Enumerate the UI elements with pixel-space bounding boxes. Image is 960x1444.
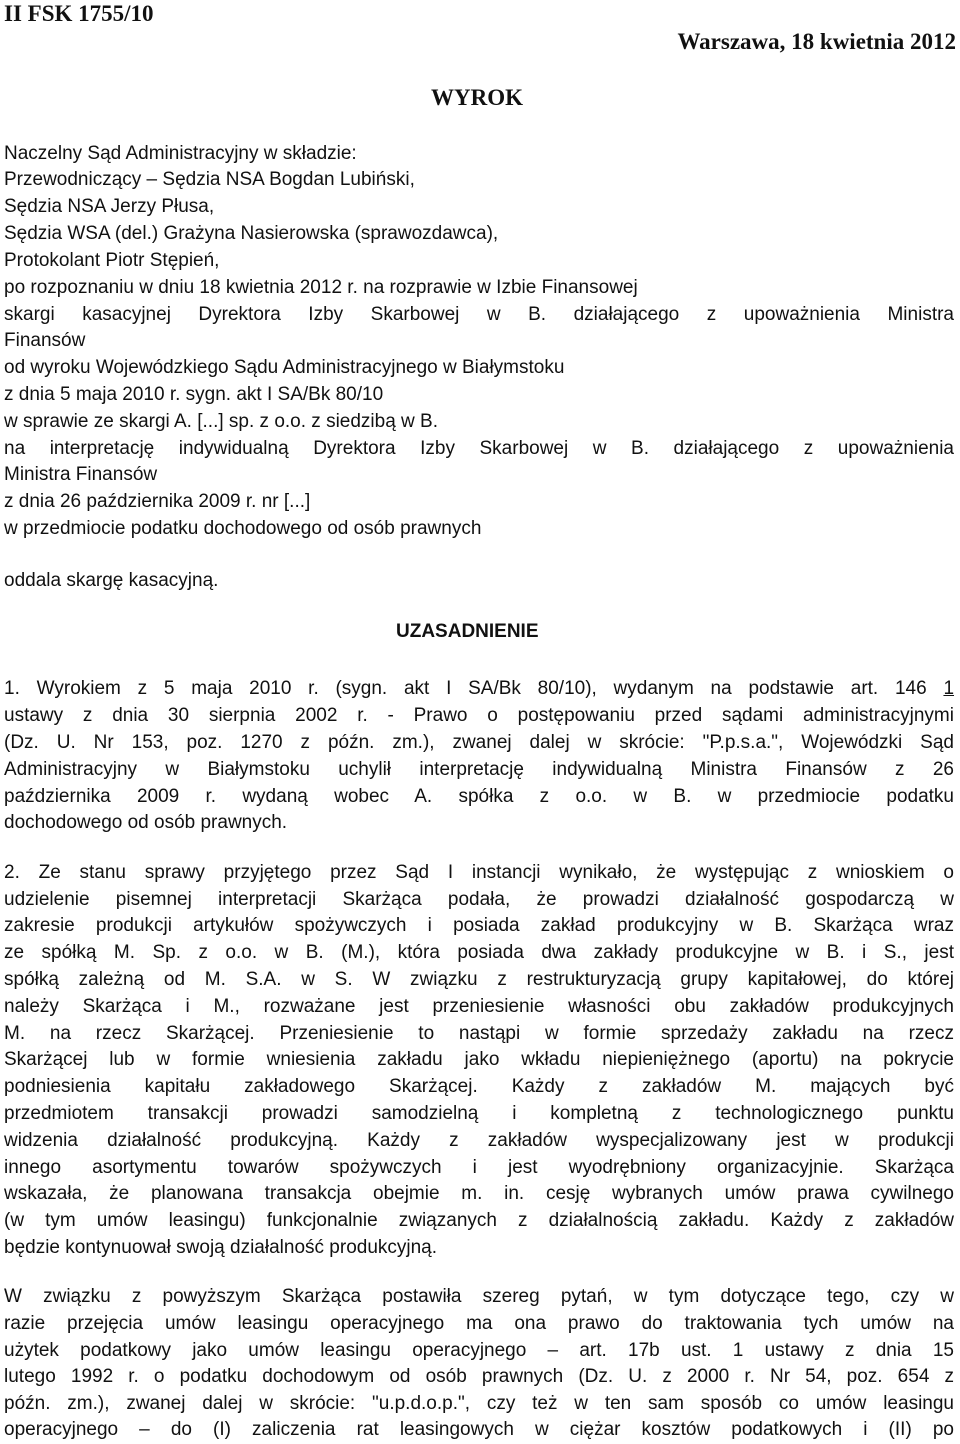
intro-line: Ministra Finansów	[4, 464, 158, 485]
paragraph-1-line: października 2009 r. wydaną wobec A. spółka z o.o. w B. w przedmiocie podatku	[4, 786, 954, 807]
paragraph-1-line: ustawy z dnia 30 sierpnia 2002 r. - Prawo o postępowaniu przed sądami administracyjnymi	[4, 705, 954, 726]
paragraph-2-line: zakresie produkcji artykułów spożywczych i posiada zakład produkcyjny w B. Skarżąca wraz	[4, 915, 954, 936]
document-title: WYROK	[431, 85, 523, 110]
paragraph-3-line: operacyjnego – do (I) zaliczenia rat leasingowych w ciężar kosztów podatkowych i (II) po	[4, 1419, 954, 1440]
intro-line: z dnia 26 października 2009 r. nr [...]	[4, 491, 311, 512]
paragraph-2-line: Skarżącej lub w formie wniesienia zakładu jako wkładu niepieniężnego (aportu) na pokrycie	[4, 1049, 954, 1070]
paragraph-2-line: należy Skarżąca i M., rozważane jest przeniesienie własności obu zakładów produkcyjnych	[4, 996, 954, 1017]
intro-line: Sędzia NSA Jerzy Płusa,	[4, 196, 215, 217]
intro-line: od wyroku Wojewódzkiego Sądu Administracyjnego w Białymstoku	[4, 357, 565, 378]
ruling: oddala skargę kasacyjną.	[4, 570, 219, 591]
paragraph-3-line: lutego 1992 r. o podatku dochodowym od osób prawnych (Dz. U. z 2000 r. Nr 54, poz. 654 z	[4, 1366, 954, 1387]
paragraph-3-line: W związku z powyższym Skarżąca postawiła szereg pytań, w tym dotyczące tego, czy w	[4, 1286, 954, 1307]
paragraph-2-line: podniesienia kapitału zakładowego Skarżącej. Każdy z zakładów M. mających być	[4, 1076, 954, 1097]
paragraph-2-line: udzielenie pisemnej interpretacji Skarżąca podała, że prowadzi działalność gospodarczą w	[4, 889, 954, 910]
paragraph-1-line-text: 1. Wyrokiem z 5 maja 2010 r. (sygn. akt I SA/Bk 80/10), wydanym na podstawie art. 146	[4, 678, 927, 699]
paragraph-2-line: widzenia działalność produkcyjną. Każdy z zakładów wyspecjalizowany jest w produkcji	[4, 1130, 954, 1151]
paragraph-2-line: spółką zależną od M. S.A. w S. W związku z restrukturyzacją grupy kapitałowej, do której	[4, 969, 954, 990]
paragraph-1-line: dochodowego od osób prawnych.	[4, 812, 288, 833]
paragraph-2-line: przedmiotem transakcji prowadzi samodzielną i kompletną z technologicznego punktu	[4, 1103, 954, 1124]
paragraph-3-line: późn. zm.), zwanej dalej w skrócie: "u.p.d.o.p.", czy też w ten sam sposób co umów leasingu	[4, 1393, 954, 1414]
intro-line: Przewodniczący – Sędzia NSA Bogdan Lubiński,	[4, 169, 415, 190]
paragraph-2-line: wskazała, że planowana transakcja obejmie m. in. cesję wybranych umów prawa cywilnego	[4, 1183, 954, 1204]
intro-line: z dnia 5 maja 2010 r. sygn. akt I SA/Bk 80/10	[4, 384, 384, 405]
intro-line: po rozpoznaniu w dniu 18 kwietnia 2012 r. na rozprawie w Izbie Finansowej	[4, 277, 638, 298]
intro-line: Finansów	[4, 330, 86, 351]
intro-line: na interpretację indywidualną Dyrektora Izby Skarbowej w B. działającego z upoważnienia	[4, 438, 954, 459]
paragraph-2-line: M. na rzecz Skarżącej. Przeniesienie to nastąpi w formie sprzedaży zakładu na rzecz	[4, 1023, 954, 1044]
paragraph-1-line: Administracyjny w Białymstoku uchylił interpretację indywidualną Ministra Finansów z 26	[4, 759, 954, 780]
paragraph-2-line: innego asortymentu towarów spożywczych i jest wyodrębniony organizacyjnie. Skarżąca	[4, 1157, 954, 1178]
intro-line: Naczelny Sąd Administracyjny w składzie:	[4, 143, 357, 164]
paragraph-1-line	[4, 676, 954, 702]
paragraph-2-line: (w tym umów leasingu) funkcjonalnie związanych z działalnością zakładu. Każdy z zakładów	[4, 1210, 954, 1231]
case-number: II FSK 1755/10	[4, 1, 154, 26]
reasons-heading: UZASADNIENIE	[396, 621, 539, 642]
paragraph-2-line: ze spółką M. Sp. z o.o. w B. (M.), która posiada dwa zakłady produkcyjne w B. i S., jest	[4, 942, 954, 963]
intro-line: skargi kasacyjnej Dyrektora Izby Skarbowej w B. działającego z upoważnienia Ministra	[4, 304, 954, 325]
paragraph-3-line: użytek podatkowy jako umów leasingu operacyjnego – art. 17b ust. 1 ustawy z dnia 15	[4, 1340, 954, 1361]
paragraph-2-line: będzie kontynuował swoją działalność produkcyjną.	[4, 1237, 438, 1258]
paragraph-2-line: 2. Ze stanu sprawy przyjętego przez Sąd I instancji wynikało, że występując z wnioskiem o	[4, 862, 954, 883]
paragraph-3-line: razie przejęcia umów leasingu operacyjnego ma ona prawo do traktowania tych umów na	[4, 1313, 954, 1334]
intro-line: Protokolant Piotr Stępień,	[4, 250, 220, 271]
paragraph-1-line: (Dz. U. Nr 153, poz. 1270 z późn. zm.), zwanej dalej w skrócie: "P.p.s.a.", Wojewódzki Sąd	[4, 732, 954, 753]
place-and-date: Warszawa, 18 kwietnia 2012	[677, 29, 956, 54]
footnote-reference: 1	[943, 678, 955, 699]
intro-line: w przedmiocie podatku dochodowego od osób prawnych	[4, 518, 482, 539]
intro-line: Sędzia WSA (del.) Grażyna Nasierowska (sprawozdawca),	[4, 223, 499, 244]
intro-line: w sprawie ze skargi A. [...] sp. z o.o. z siedzibą w B.	[4, 411, 439, 432]
